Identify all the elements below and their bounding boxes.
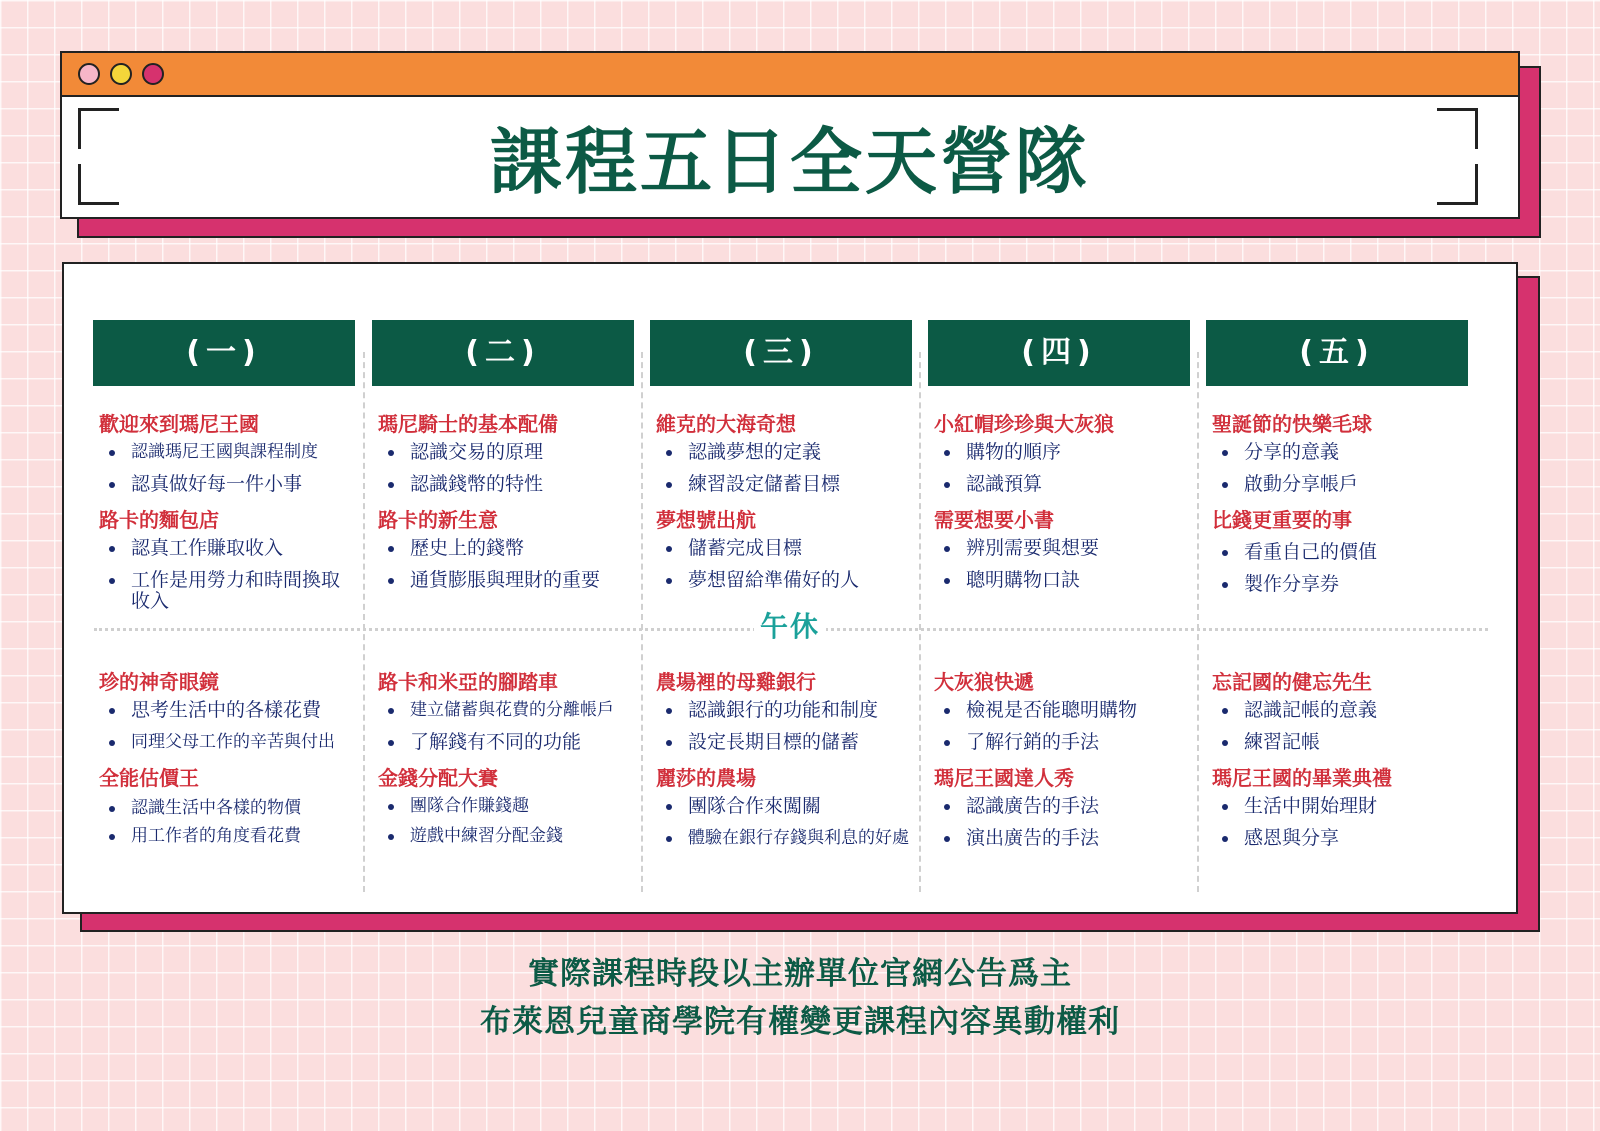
window-dot-yellow-icon <box>110 63 132 85</box>
session-item: 認識生活中各樣的物價 <box>109 798 355 819</box>
day-header: (一) <box>93 320 355 386</box>
session-item: 夢想留給準備好的人 <box>666 570 912 591</box>
session-item: 演出廣告的手法 <box>944 828 1190 849</box>
session-item: 生活中開始理財 <box>1222 796 1468 817</box>
session-title: 全能估價王 <box>99 766 199 790</box>
session-item: 認識預算 <box>944 474 1190 495</box>
footer-note-1: 實際課程時段以主辦單位官網公告爲主 <box>528 956 1072 992</box>
page-title: 課程五日全天營隊 <box>489 120 1090 204</box>
session-item: 聰明購物口訣 <box>944 570 1190 591</box>
session-item: 認識瑪尼王國與課程制度 <box>109 442 355 463</box>
column-divider <box>1197 352 1199 892</box>
window-dot-pink-icon <box>78 63 100 85</box>
session-item: 了解行銷的手法 <box>944 732 1190 753</box>
session-title: 麗莎的農場 <box>656 766 756 790</box>
session-item: 認真做好每一件小事 <box>109 474 355 495</box>
session-item: 用工作者的角度看花費 <box>109 826 355 847</box>
session-item: 認真工作賺取收入 <box>109 538 355 559</box>
session-title: 小紅帽珍珍與大灰狼 <box>934 412 1114 436</box>
day-header: (二) <box>372 320 634 386</box>
session-item: 設定長期目標的儲蓄 <box>666 732 912 753</box>
session-item: 辨別需要與想要 <box>944 538 1190 559</box>
session-title: 夢想號出航 <box>656 508 756 532</box>
title-window <box>60 51 1520 219</box>
session-item: 練習記帳 <box>1222 732 1468 753</box>
session-item: 歷史上的錢幣 <box>388 538 634 559</box>
session-item: 分享的意義 <box>1222 442 1468 463</box>
session-title: 聖誕節的快樂毛球 <box>1212 412 1372 436</box>
session-title: 珍的神奇眼鏡 <box>99 670 219 694</box>
session-item: 體驗在銀行存錢與利息的好處 <box>666 828 912 849</box>
schedule-card <box>62 262 1518 914</box>
session-title: 路卡的新生意 <box>378 508 498 532</box>
day-column-1 <box>93 320 355 890</box>
session-item: 建立儲蓄與花費的分離帳戶 <box>388 700 634 721</box>
footer-note-2: 布萊恩兒童商學院有權變更課程內容異動權利 <box>480 1004 1120 1040</box>
column-divider <box>919 352 921 892</box>
session-title: 大灰狼快遞 <box>934 670 1034 694</box>
session-title: 歡迎來到瑪尼王國 <box>99 412 259 436</box>
session-item: 啟動分享帳戶 <box>1222 474 1468 495</box>
session-item: 遊戲中練習分配金錢 <box>388 826 634 847</box>
session-item: 儲蓄完成目標 <box>666 538 912 559</box>
session-item: 檢視是否能聰明購物 <box>944 700 1190 721</box>
day-column-5 <box>1206 320 1468 890</box>
session-item: 購物的順序 <box>944 442 1190 463</box>
session-title: 金錢分配大賽 <box>378 766 498 790</box>
column-divider <box>363 352 365 892</box>
day-column-4 <box>928 320 1190 890</box>
session-title: 路卡的麵包店 <box>99 508 219 532</box>
session-item: 同理父母工作的辛苦與付出 <box>109 732 355 753</box>
session-item: 感恩與分享 <box>1222 828 1468 849</box>
column-divider <box>641 352 643 892</box>
session-item: 認識夢想的定義 <box>666 442 912 463</box>
session-title: 路卡和米亞的腳踏車 <box>378 670 558 694</box>
session-item: 通貨膨脹與理財的重要 <box>388 570 634 591</box>
window-dot-red-icon <box>142 63 164 85</box>
day-header: (四) <box>928 320 1190 386</box>
session-title: 忘記國的健忘先生 <box>1212 670 1372 694</box>
lunch-break-label: 午休 <box>754 610 826 644</box>
day-column-2 <box>372 320 634 890</box>
session-title: 瑪尼王國的畢業典禮 <box>1212 766 1392 790</box>
session-item: 認識銀行的功能和制度 <box>666 700 912 721</box>
session-item: 認識錢幣的特性 <box>388 474 634 495</box>
session-item: 團隊合作賺錢趣 <box>388 796 634 817</box>
session-item: 認識交易的原理 <box>388 442 634 463</box>
session-title: 需要想要小書 <box>934 508 1054 532</box>
session-title: 農場裡的母雞銀行 <box>656 670 816 694</box>
session-title: 維克的大海奇想 <box>656 412 796 436</box>
session-item: 了解錢有不同的功能 <box>388 732 634 753</box>
session-title: 比錢更重要的事 <box>1212 508 1352 532</box>
session-item: 認識廣告的手法 <box>944 796 1190 817</box>
day-header: (五) <box>1206 320 1468 386</box>
session-item: 團隊合作來闖關 <box>666 796 912 817</box>
session-title: 瑪尼騎士的基本配備 <box>378 412 558 436</box>
window-title-bar <box>62 53 1518 97</box>
session-item: 認識記帳的意義 <box>1222 700 1468 721</box>
day-column-3 <box>650 320 912 890</box>
session-item: 看重自己的價值 <box>1222 542 1468 563</box>
session-item: 練習設定儲蓄目標 <box>666 474 912 495</box>
day-header: (三) <box>650 320 912 386</box>
session-item: 工作是用勞力和時間換取收入 <box>109 570 355 612</box>
session-title: 瑪尼王國達人秀 <box>934 766 1074 790</box>
session-item: 製作分享券 <box>1222 574 1468 595</box>
session-item: 思考生活中的各樣花費 <box>109 700 355 721</box>
